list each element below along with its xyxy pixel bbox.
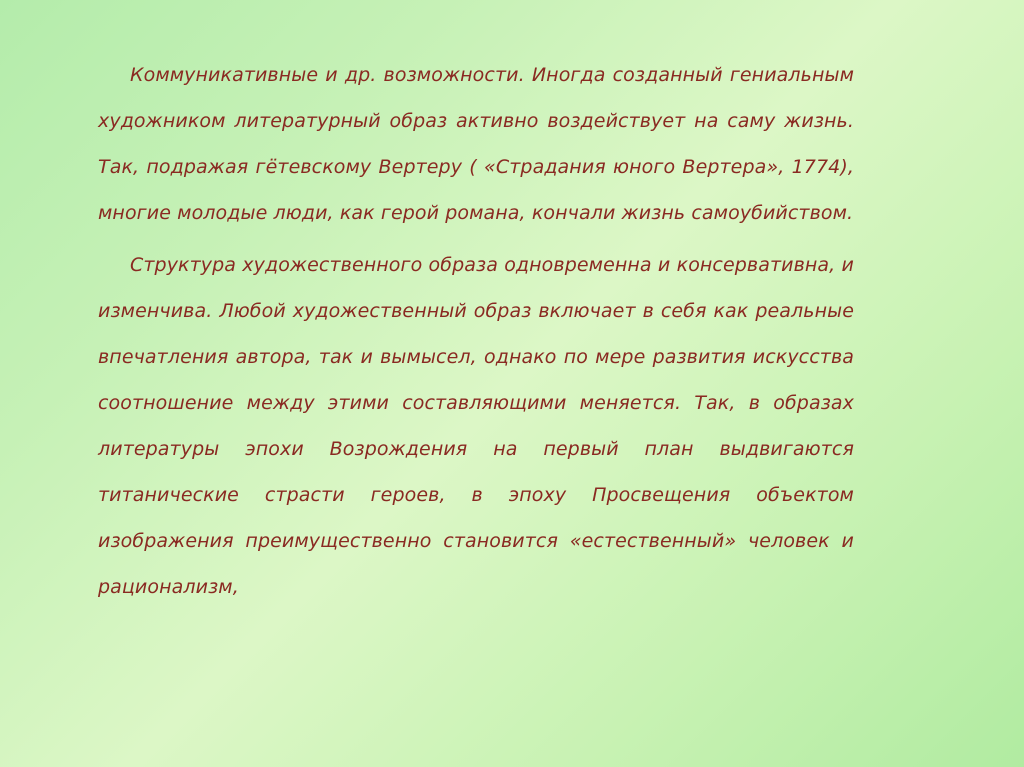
paragraph-1: Коммуникативные и др. возможности. Иногда созданный гениальным художником литературный образ активно воздействует на саму жизнь. Так, подражая гётевскому Вертеру ( «Страдания юного Вертера», 1774), многие молодые люди, как герой романа, кончали жизнь самоубийством.: [98, 64, 854, 224]
slide-body: [98, 52, 854, 610]
paragraph-2: Структура художественного образа одновременна и консервативна, и изменчива. Любой художественный образ включает в себя как реальные впечатления автора, так и вымысел, однако по мере развития искусства соотношение между этими составляющими меняется. Так, в образах литературы эпохи Возрождения на первый план выдвигаются титанические страсти героев, в эпоху Просвещения объектом изображения преимущественно становится «естественный» человек и рационализм,: [98, 254, 854, 598]
